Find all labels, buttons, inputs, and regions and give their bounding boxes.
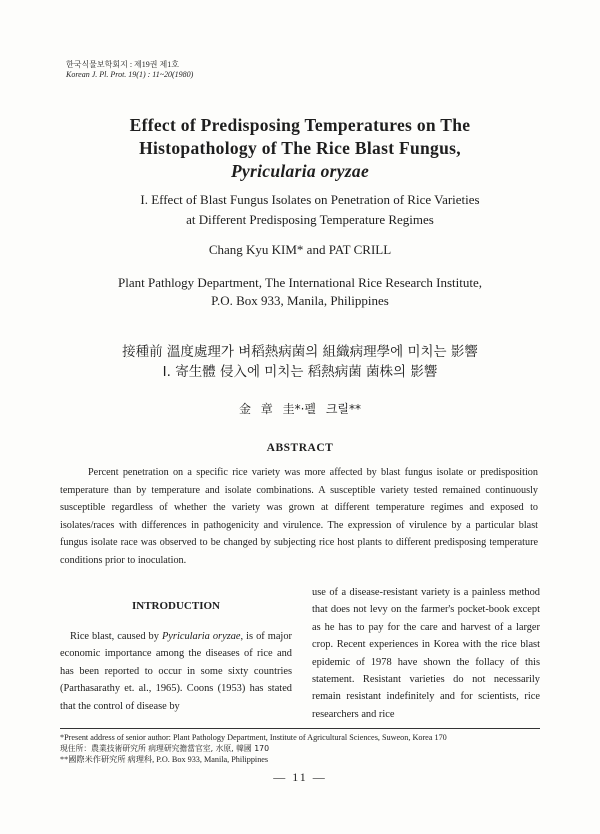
paper-title: [60, 114, 540, 183]
subtitle-line-1: I. Effect of Blast Fungus Isolates on Penetration of Rice Varieties: [140, 192, 480, 207]
species-name: Pyricularia oryzae: [161, 631, 241, 642]
authors: Chang Kyu KIM* and PAT CRILL: [208, 242, 392, 257]
paper-subtitle: [80, 190, 540, 230]
footnote-3: **國際米作研究所 病理科, P.O. Box 933, Manila, Philippines: [60, 755, 269, 764]
introduction-left-text: [60, 628, 292, 715]
journal-citation: [66, 60, 193, 80]
affiliation-line-1: Plant Pathlogy Department, The International Rice Research Institute,: [117, 275, 483, 290]
abstract-text: Percent penetration on a specific rice variety was more affected by blast fungus isolate or predisposition temperature than by temperature and isolate combinations. A susceptible variety tested remained continuously susceptible regardless of whether the variety was grown at different temperature regimes and exposed to isolates/races with differences in pathogenicity and virulence. The expression of virulence by a particular blast fungus isolate race was observed to be changed by subjecting rice host plants to different predisposing temperature conditions prior to inoculation.: [60, 467, 538, 566]
right-column: [312, 584, 540, 723]
korean-title-line-2: I. 寄生體 侵入에 미치는 稻熱病菌 菌株의 影響: [162, 364, 438, 380]
abstract-heading: ABSTRACT: [266, 442, 334, 454]
korean-title-line-1: 接種前 溫度處理가 벼稻熱病菌의 組織病理學에 미치는 影響: [122, 344, 478, 360]
introduction-heading: INTRODUCTION: [131, 600, 220, 612]
subtitle-line-2: at Different Predisposing Temperature Regimes: [186, 212, 434, 227]
page-number: — 11 —: [273, 770, 327, 784]
journal-citation-english: Korean J. Pl. Prot. 19(1) : 11~20(1980): [66, 70, 194, 79]
footnotes: [60, 728, 540, 765]
footnote-1: *Present address of senior author: Plant Pathology Department, Institute of Agricultural Sciences, Suweon, Korea 170: [60, 733, 447, 742]
title-line-2: Histopathology of The Rice Blast Fungus,: [139, 138, 461, 158]
introduction-right-text: use of a disease-resistant variety is a painless method that does not levy on the farmer's pocket-book except as he has to pay for the care and harvest of a larger crop. Recent experiences in Korea with the rice blast epidemic of 1978 have shown the follacy of this statement. Resistant varieties do not necessarily remain resistant indefinitely and for scientists, rice researchers and rice: [312, 587, 540, 720]
korean-authors: 金 章 圭*·펠 크릴**: [238, 402, 362, 416]
intro-text-start: Rice blast, caused by: [70, 631, 162, 642]
title-line-1: Effect of Predisposing Temperatures on The: [129, 115, 471, 135]
intro-text-continued: , is of major economic importance among the diseases of rice and has been reported to occur in some sixty countries (Parthasarathy et. al., 1965). Coons (1953) has stated that the control of disease by: [60, 631, 292, 712]
left-column: [60, 584, 292, 715]
affiliation: [60, 274, 540, 310]
korean-title: [60, 342, 540, 382]
journal-citation-korean: 한국식물보학회지 : 제19권 제1호: [66, 60, 179, 69]
footnote-divider: [60, 728, 540, 729]
footnote-2: 現住所：農業技術研究所 病理研究擔當官室, 水原, 韓國 170: [60, 744, 270, 753]
title-line-3: Pyricularia oryzae: [230, 161, 370, 181]
affiliation-line-2: P.O. Box 933, Manila, Philippines: [211, 293, 389, 308]
